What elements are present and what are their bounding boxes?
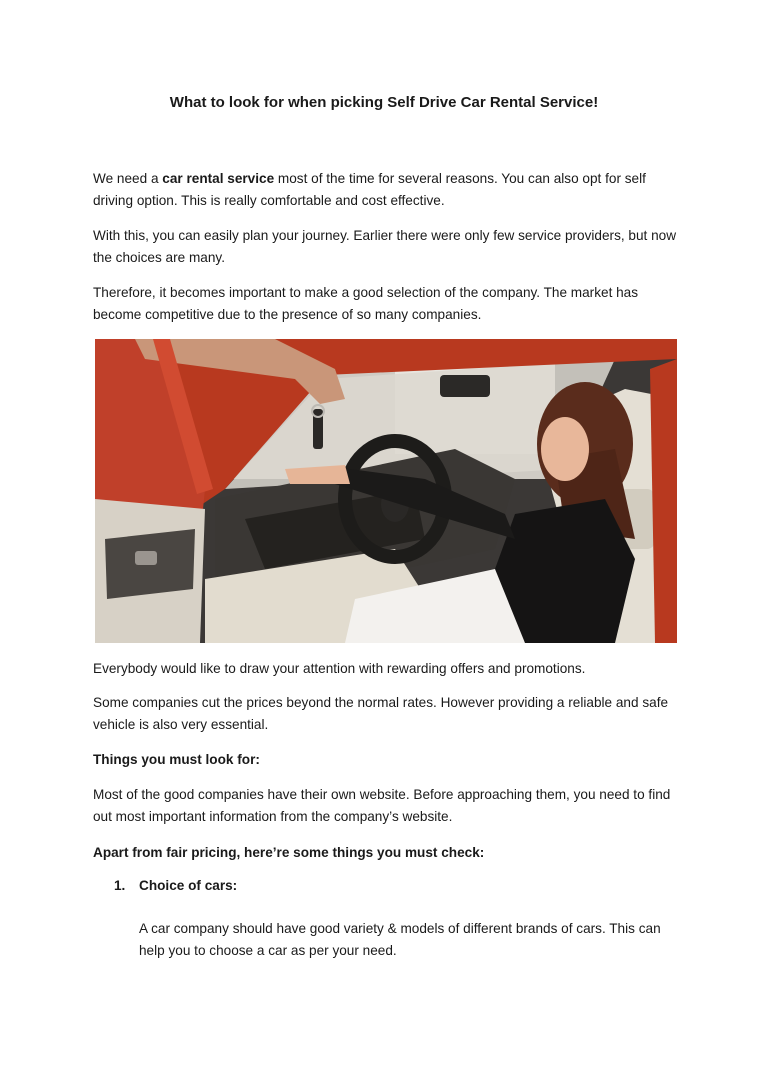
list-item-body: A car company should have good variety & models of different brands of cars. This can help you to choose a car as per your need. <box>139 921 661 958</box>
paragraph-website: Most of the good companies have their own website. Before approaching them, you need to find out most important information from the company’s website. <box>93 787 671 824</box>
check-heading: Apart from fair pricing, here’re some things you must check: <box>93 845 485 860</box>
list-item-number: 1. <box>114 878 126 893</box>
things-heading: Things you must look for: <box>93 752 260 767</box>
car-key-handover-photo <box>95 339 677 643</box>
intro-paragraph: We need a car rental service most of the time for several reasons. You can also opt for self driving option. This is really comfortable and cost effective. <box>93 171 646 208</box>
list-item-heading: Choice of cars: <box>139 878 238 893</box>
paragraph-offers: Everybody would like to draw your attention with rewarding offers and promotions. <box>93 661 586 676</box>
car-rental-service-emphasis: car rental service <box>162 171 275 186</box>
paragraph-selection: Therefore, it becomes important to make a good selection of the company. The market has become competitive due to the presence of so many companies. <box>93 285 639 322</box>
document-title: What to look for when picking Self Drive Car Rental Service! <box>169 94 599 111</box>
paragraph-journey: With this, you can easily plan your journey. Earlier there were only few service providers, but now the choices are many. <box>93 228 677 265</box>
paragraph-prices: Some companies cut the prices beyond the normal rates. However providing a reliable and safe vehicle is also very essential. <box>93 695 669 732</box>
